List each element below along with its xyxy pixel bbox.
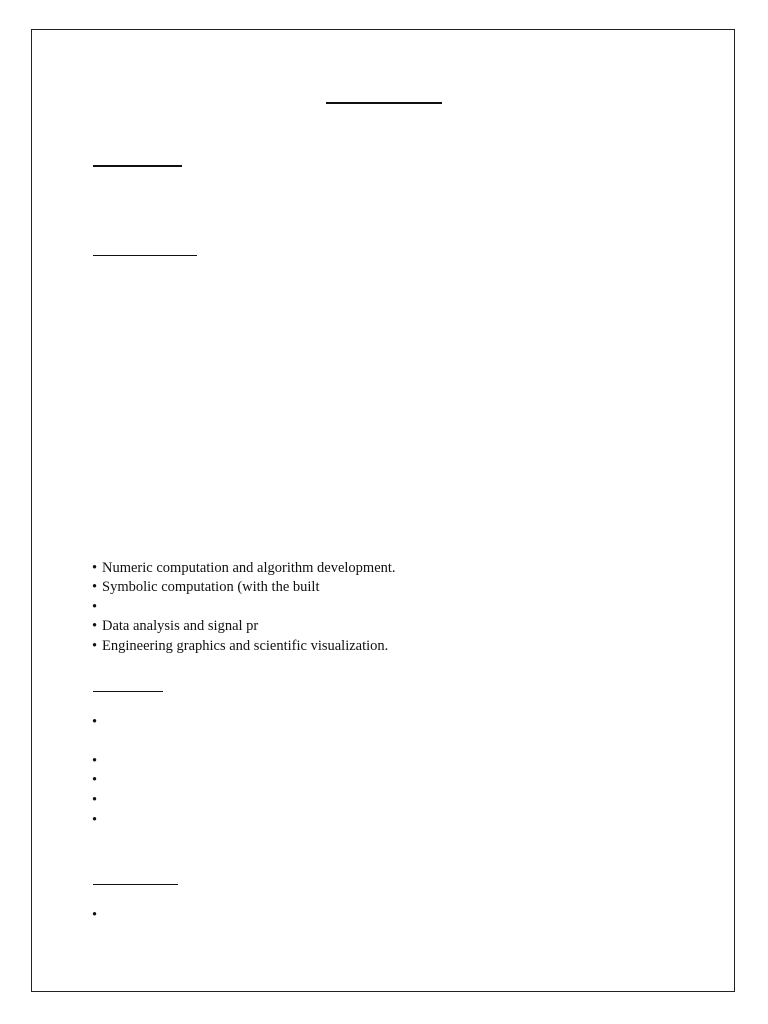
list-item	[92, 637, 396, 656]
section-heading-2-underline	[93, 255, 197, 256]
feature-list	[92, 559, 396, 656]
bullet-icon: •	[92, 618, 98, 635]
bullet-icon: •	[92, 560, 98, 576]
list-item	[92, 598, 396, 617]
bullet-icon: •	[92, 753, 98, 769]
bullet-icon: •	[92, 792, 98, 808]
bullet-icon: •	[92, 579, 98, 596]
list-item-text: Symbolic computation (with the built	[102, 579, 320, 596]
list-item	[92, 559, 396, 578]
bullet-icon: •	[92, 598, 98, 615]
list-item	[92, 617, 396, 636]
page-border	[31, 29, 735, 992]
bullet-icon: •	[92, 772, 98, 788]
bullet-icon: •	[92, 714, 98, 730]
title-underline	[326, 102, 442, 104]
list-item-text: Numeric computation and algorithm development.	[102, 560, 396, 576]
list-item-text: Data analysis and signal pr	[102, 618, 259, 635]
list-item	[92, 578, 396, 597]
bullet-icon: •	[92, 812, 98, 828]
section-heading-4-underline	[93, 884, 178, 885]
bullet-icon: •	[92, 637, 98, 654]
section-heading-1-underline	[93, 165, 182, 167]
section-heading-3-underline	[93, 691, 163, 692]
list-item-text: Engineering graphics and scientific visualization.	[102, 637, 389, 654]
bullet-icon: •	[92, 907, 98, 923]
